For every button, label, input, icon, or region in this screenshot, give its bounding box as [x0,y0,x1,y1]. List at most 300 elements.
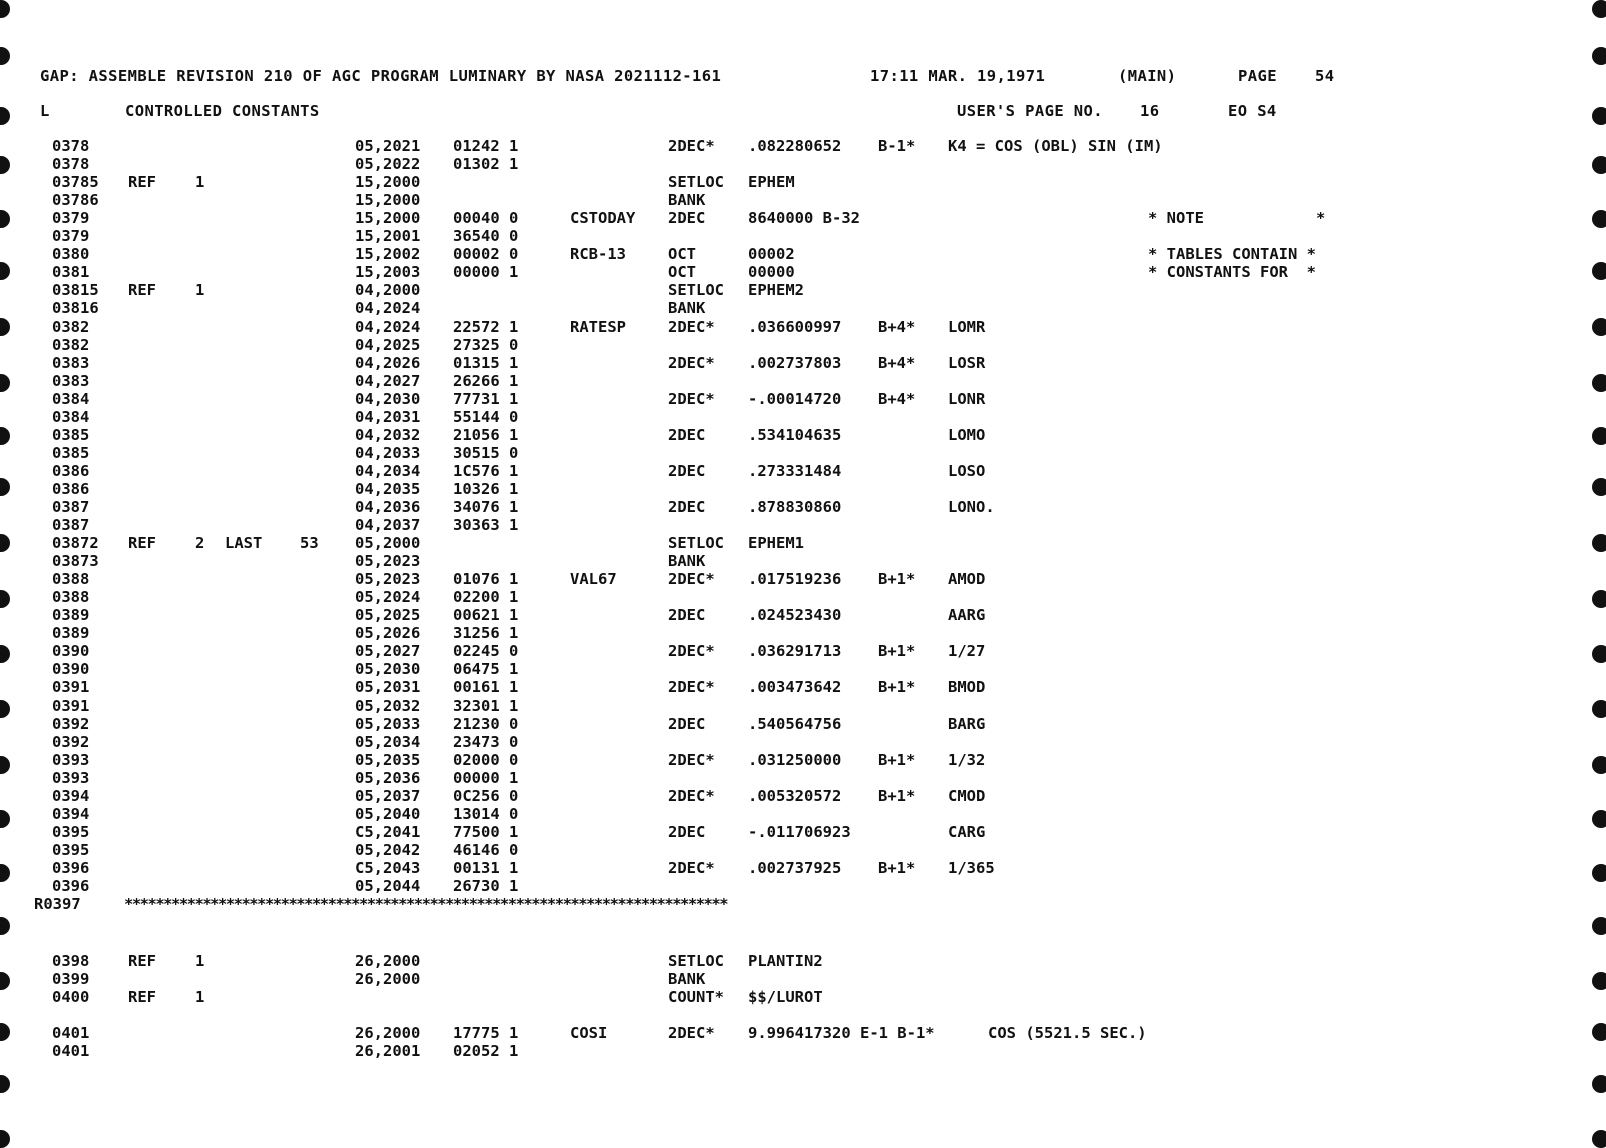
row-code: 1C576 1 [453,462,519,480]
row-op: BANK [668,970,706,988]
row-code: 32301 1 [453,697,519,715]
row-seq: 0384 [52,408,90,426]
row-note: * CONSTANTS FOR * [1148,263,1316,281]
row-addr: 04,2032 [355,426,421,444]
row-ref: REF [128,988,156,1006]
row-code: 77731 1 [453,390,519,408]
sprocket-hole [1592,47,1606,65]
row-seq: 03786 [52,191,99,209]
row-oper: .036291713 [748,642,842,660]
row-oper: -.00014720 [748,390,842,408]
listing-row [0,988,1606,1006]
row-addr: 26,2000 [355,970,421,988]
row-code: 26730 1 [453,877,519,895]
row-seq: 0389 [52,606,90,624]
row-op: OCT [668,245,696,263]
row-code: 01302 1 [453,155,519,173]
row-op: 2DEC* [668,787,715,805]
row-scale: B+1* [878,570,916,588]
row-op: 2DEC [668,426,706,444]
row-op: SETLOC [668,534,724,552]
row-seq: 0388 [52,570,90,588]
row-seq: 0387 [52,516,90,534]
row-addr: 04,2027 [355,372,421,390]
row-seq: 0400 [52,988,90,1006]
row-comm: LONO. [948,498,995,516]
row-seq: 03816 [52,299,99,317]
row-addr: 04,2024 [355,299,421,317]
row-op: COUNT* [668,988,724,1006]
row-code: 36540 0 [453,227,519,245]
listing-row [0,137,1606,155]
row-op: 2DEC* [668,678,715,696]
row-op: 2DEC [668,823,706,841]
row-op: 2DEC* [668,642,715,660]
listing-row [0,263,1606,281]
row-seq: 03815 [52,281,99,299]
listing-row [0,155,1606,173]
row-addr: 05,2025 [355,606,421,624]
listing-row [0,697,1606,715]
row-addr: 05,2037 [355,787,421,805]
row-op: BANK [668,552,706,570]
row-op: 2DEC* [668,390,715,408]
row-addr: 05,2036 [355,769,421,787]
row-addr: 04,2033 [355,444,421,462]
row-addr: 15,2001 [355,227,421,245]
listing-row [0,516,1606,534]
row-addr: 05,2035 [355,751,421,769]
divider-row [0,895,1606,913]
listing-row [0,390,1606,408]
row-addr: 05,2032 [355,697,421,715]
row-oper: .017519236 [748,570,842,588]
sprocket-hole [1592,0,1606,18]
row-note: * TABLES CONTAIN * [1148,245,1316,263]
row-refn: 1 [195,173,205,191]
row-seq: 0388 [52,588,90,606]
row-oper: EPHEM2 [748,281,804,299]
row-comm: LOSO [948,462,986,480]
row-lastn: 53 [300,534,319,552]
row-addr: 26,2000 [355,1024,421,1042]
header-line-2-left: L [40,102,50,120]
listing-row [0,733,1606,751]
users-page-number: 16 [1140,102,1160,120]
row-comm: 1/27 [948,642,986,660]
row-seq: 0401 [52,1024,90,1042]
listing-row [0,173,1606,191]
listing-row [0,1042,1606,1060]
listing-row [0,372,1606,390]
listing-row [0,570,1606,588]
row-oper: .082280652 [748,137,842,155]
row-addr: 05,2034 [355,733,421,751]
row-code: 01242 1 [453,137,519,155]
row-oper: .003473642 [748,678,842,696]
listing-row [0,245,1606,263]
row-addr: 15,2000 [355,173,421,191]
row-seq: 0395 [52,823,90,841]
row-addr: 04,2030 [355,390,421,408]
row-oper: .534104635 [748,426,842,444]
row-ref: REF [128,281,156,299]
row-seq: 03785 [52,173,99,191]
row-refn: 1 [195,281,205,299]
row-op: 2DEC [668,606,706,624]
row-oper: .002737925 [748,859,842,877]
row-seq: 0395 [52,841,90,859]
row-scale: B+1* [878,859,916,877]
row-oper: .031250000 [748,751,842,769]
row-code: 21056 1 [453,426,519,444]
row-addr: 04,2031 [355,408,421,426]
row-seq: 0384 [52,390,90,408]
header-page-number: 54 [1315,67,1335,85]
row-seq: 0394 [52,805,90,823]
row-ref: REF [128,534,156,552]
row-seq: 0396 [52,859,90,877]
row-oper: PLANTIN2 [748,952,823,970]
row-seq: 0392 [52,715,90,733]
row-seq: 0385 [52,444,90,462]
row-code: 30363 1 [453,516,519,534]
row-seq: 0380 [52,245,90,263]
listing-row [0,552,1606,570]
row-addr: 05,2026 [355,624,421,642]
row-addr: 15,2000 [355,191,421,209]
listing-row [0,952,1606,970]
row-oper: .002737803 [748,354,842,372]
row-seq: 0386 [52,462,90,480]
row-addr: 04,2037 [355,516,421,534]
row-oper: .273331484 [748,462,842,480]
header-timestamp: 17:11 MAR. 19,1971 [870,67,1046,85]
row-comm: K4 = COS (OBL) SIN (IM) [948,137,1163,155]
row-scale: B+1* [878,787,916,805]
listing-row [0,588,1606,606]
row-comm: 1/365 [948,859,995,877]
row-code: 31256 1 [453,624,519,642]
row-seq: 0390 [52,642,90,660]
row-addr: C5,2041 [355,823,421,841]
row-seq: 0391 [52,697,90,715]
row-comm: LONR [948,390,986,408]
sprocket-hole [1592,1075,1606,1093]
row-ref: REF [128,173,156,191]
header-section: (MAIN) [1118,67,1177,85]
row-oper: $$/LUROT [748,988,823,1006]
row-seq: 0389 [52,624,90,642]
row-seq: 0382 [52,336,90,354]
row-addr: 05,2021 [355,137,421,155]
row-addr: 05,2033 [355,715,421,733]
row-oper: -.011706923 [748,823,851,841]
row-seq: 0393 [52,751,90,769]
row-code: 23473 0 [453,733,519,751]
row-code: 27325 0 [453,336,519,354]
users-page-label: USER'S PAGE NO. [957,102,1103,120]
row-op: 2DEC* [668,354,715,372]
listing-row [0,318,1606,336]
row-seq: 0379 [52,209,90,227]
row-comm: LOSR [948,354,986,372]
row-op: SETLOC [668,952,724,970]
row-addr: 15,2003 [355,263,421,281]
row-refn: 2 [195,534,205,552]
row-seq: 0382 [52,318,90,336]
row-seq: 0394 [52,787,90,805]
row-code: 22572 1 [453,318,519,336]
row-addr: 05,2031 [355,678,421,696]
row-addr: 15,2002 [355,245,421,263]
row-comm: LOMR [948,318,986,336]
listing-row [0,480,1606,498]
row-addr: 05,2044 [355,877,421,895]
row-code: 13014 0 [453,805,519,823]
row-op: 2DEC* [668,1024,715,1042]
row-addr: 26,2000 [355,952,421,970]
row-scale: B+4* [878,318,916,336]
row-comm: AARG [948,606,986,624]
row-comm: CARG [948,823,986,841]
row-code: 00161 1 [453,678,519,696]
row-op: 2DEC* [668,137,715,155]
row-code: 26266 1 [453,372,519,390]
row-seq: 0383 [52,372,90,390]
row-code: 00000 1 [453,769,519,787]
row-op: 2DEC* [668,570,715,588]
row-addr: 15,2000 [355,209,421,227]
row-op: BANK [668,191,706,209]
row-op: 2DEC [668,209,706,227]
listing-row [0,336,1606,354]
row-code: 00000 1 [453,263,519,281]
row-addr: 05,2042 [355,841,421,859]
listing-row [0,769,1606,787]
row-op: 2DEC [668,498,706,516]
listing-row [0,408,1606,426]
divider-stars: ***************************************************************************** [124,895,728,913]
row-seq: 0383 [52,354,90,372]
sprocket-hole [0,917,10,935]
divider-seq: R0397 [34,895,81,913]
row-op: 2DEC* [668,859,715,877]
row-scale: B+1* [878,751,916,769]
listing-row [0,660,1606,678]
row-op: SETLOC [668,281,724,299]
header-line-1: GAP: ASSEMBLE REVISION 210 OF AGC PROGRAM LUMINARY BY NASA 2021112-161 [40,67,722,85]
row-code: 06475 1 [453,660,519,678]
listing-row [0,462,1606,480]
row-addr: 05,2023 [355,552,421,570]
row-comment: COS (5521.5 SEC.) [988,1024,1147,1042]
row-code: 55144 0 [453,408,519,426]
row-code: 02000 0 [453,751,519,769]
row-addr: 04,2036 [355,498,421,516]
row-seq: 0390 [52,660,90,678]
row-seq: 0398 [52,952,90,970]
row-oper: .540564756 [748,715,842,733]
row-addr: 05,2022 [355,155,421,173]
listing-row [0,877,1606,895]
row-oper: EPHEM1 [748,534,804,552]
row-code: 00002 0 [453,245,519,263]
listing-row [0,787,1606,805]
sprocket-hole [1592,917,1606,935]
row-seq: 0386 [52,480,90,498]
row-last: LAST [225,534,263,552]
row-code: 02052 1 [453,1042,519,1060]
sprocket-hole [0,47,10,65]
row-code: 00040 0 [453,209,519,227]
listing-row [0,805,1606,823]
listing-row [0,823,1606,841]
row-comm: BMOD [948,678,986,696]
row-seq: 03872 [52,534,99,552]
sprocket-hole [0,0,10,18]
listing-row [0,534,1606,552]
row-code: 46146 0 [453,841,519,859]
row-addr: 26,2001 [355,1042,421,1060]
row-scale: B+4* [878,390,916,408]
row-label: VAL67 [570,570,617,588]
row-code: 00621 1 [453,606,519,624]
sprocket-hole [1592,1130,1606,1148]
row-oper: 9.996417320 E-1 B-1* [748,1024,935,1042]
row-label: COSI [570,1024,608,1042]
listing-row [0,227,1606,245]
row-addr: 04,2035 [355,480,421,498]
row-addr: 05,2030 [355,660,421,678]
listing-row [0,678,1606,696]
row-comm: LOMO [948,426,986,444]
row-seq: 03873 [52,552,99,570]
row-code: 21230 0 [453,715,519,733]
listing-row [0,1024,1606,1042]
row-op: 2DEC [668,715,706,733]
listing-row [0,354,1606,372]
row-code: 0C256 0 [453,787,519,805]
row-comm: AMOD [948,570,986,588]
row-code: 17775 1 [453,1024,519,1042]
row-refn: 1 [195,988,205,1006]
row-seq: 0391 [52,678,90,696]
row-code: 77500 1 [453,823,519,841]
listing-row [0,209,1606,227]
row-op: OCT [668,263,696,281]
row-scale: B+1* [878,678,916,696]
row-addr: 04,2024 [355,318,421,336]
row-op: 2DEC* [668,318,715,336]
listing-row [0,426,1606,444]
row-addr: 04,2034 [355,462,421,480]
page-title: CONTROLLED CONSTANTS [125,102,320,120]
row-seq: 0381 [52,263,90,281]
row-addr: 04,2026 [355,354,421,372]
row-op: SETLOC [668,173,724,191]
row-op: 2DEC* [668,751,715,769]
row-addr: 04,2025 [355,336,421,354]
row-note: * NOTE * [1148,209,1326,227]
row-addr: 05,2027 [355,642,421,660]
row-ref: REF [128,952,156,970]
row-scale: B-1* [878,137,916,155]
row-refn: 1 [195,952,205,970]
listing-row [0,299,1606,317]
listing-row [0,281,1606,299]
row-seq: 0378 [52,155,90,173]
row-seq: 0385 [52,426,90,444]
row-addr: 04,2000 [355,281,421,299]
row-addr: 05,2040 [355,805,421,823]
row-seq: 0396 [52,877,90,895]
row-code: 02245 0 [453,642,519,660]
row-addr: 05,2000 [355,534,421,552]
row-comm: 1/32 [948,751,986,769]
row-seq: 0378 [52,137,90,155]
row-seq: 0392 [52,733,90,751]
row-comm: CMOD [948,787,986,805]
row-code: 02200 1 [453,588,519,606]
listing-row [0,859,1606,877]
listing-row [0,715,1606,733]
row-scale: B+4* [878,354,916,372]
listing-row [0,606,1606,624]
row-oper: .005320572 [748,787,842,805]
listing-row [0,841,1606,859]
row-oper: .036600997 [748,318,842,336]
row-scale: B+1* [878,642,916,660]
listing-row [0,498,1606,516]
row-seq: 0379 [52,227,90,245]
row-code: 01315 1 [453,354,519,372]
row-oper: 8640000 B-32 [748,209,860,227]
sprocket-hole [0,107,10,125]
sprocket-hole [0,1075,10,1093]
row-oper: .024523430 [748,606,842,624]
sprocket-hole [1592,107,1606,125]
row-oper: 00000 [748,263,795,281]
listing-row [0,970,1606,988]
header-eo: EO S4 [1228,102,1277,120]
row-addr: C5,2043 [355,859,421,877]
listing-row [0,191,1606,209]
row-seq: 0393 [52,769,90,787]
row-addr: 05,2024 [355,588,421,606]
row-label: CSTODAY [570,209,636,227]
row-code: 01076 1 [453,570,519,588]
row-oper: .878830860 [748,498,842,516]
row-label: RATESP [570,318,626,336]
row-code: 34076 1 [453,498,519,516]
listing-row [0,624,1606,642]
listing-row [0,444,1606,462]
row-addr: 05,2023 [355,570,421,588]
row-seq: 0399 [52,970,90,988]
row-code: 30515 0 [453,444,519,462]
row-seq: 0387 [52,498,90,516]
sprocket-hole [0,1130,10,1148]
row-op: BANK [668,299,706,317]
row-code: 00131 1 [453,859,519,877]
header-page-label: PAGE [1238,67,1277,85]
row-label: RCB-13 [570,245,626,263]
row-oper: 00002 [748,245,795,263]
listing-row [0,642,1606,660]
row-code: 10326 1 [453,480,519,498]
row-op: 2DEC [668,462,706,480]
